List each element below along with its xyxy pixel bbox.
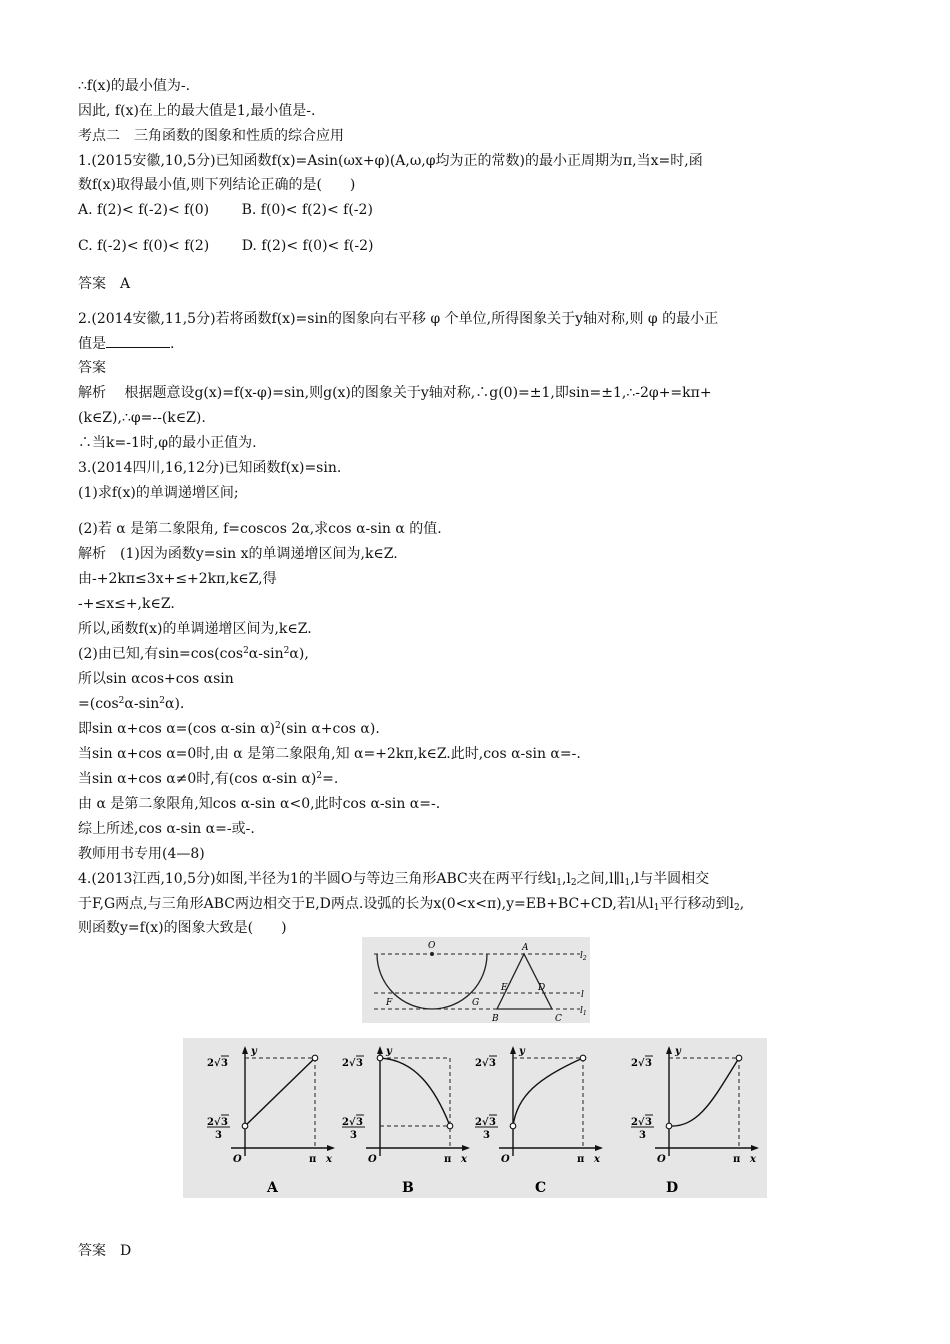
x-arrow-b	[462, 1145, 470, 1151]
text: α),	[289, 646, 309, 662]
subscript: 1	[624, 878, 631, 888]
section-heading: 教师用书专用(4—8)	[78, 846, 205, 862]
endpoint-end-c	[580, 1055, 586, 1061]
text: α-sin	[248, 646, 284, 662]
y-arrow-a	[242, 1046, 248, 1054]
text-line	[78, 335, 174, 353]
text-line	[78, 645, 309, 663]
text: =(cos	[78, 696, 119, 712]
tick-top-radicand-d: 3	[645, 1058, 652, 1069]
y-arrow-c	[510, 1046, 516, 1054]
options-svg	[183, 1038, 767, 1198]
superscript: 2	[283, 646, 290, 656]
label-o: O	[428, 941, 436, 951]
tick-low-den-a: 3	[215, 1130, 222, 1141]
text: (sin α+cos α).	[280, 721, 380, 737]
superscript: 2	[159, 696, 165, 706]
answer-blank	[106, 335, 170, 348]
text-line: ∴f(x)的最小值为-.	[78, 78, 191, 94]
text: 4.(2013江西,10,5分)如图,半径为1的半圆O与等边三角形ABC夹在两平行线l	[78, 871, 557, 887]
option-label-d: D	[666, 1180, 679, 1196]
tick-top-radical-a: √	[214, 1058, 221, 1069]
x-arrow-d	[751, 1145, 759, 1151]
text-line: (2)若 α 是第二象限角, f=coscos 2α,求cos α-sin α 的值.	[78, 521, 442, 537]
label-l1: $l_1$	[580, 1006, 587, 1017]
tick-low-radicand-c: 3	[489, 1117, 496, 1128]
text-line: 综上所述,cos α-sin α=-或-.	[78, 821, 255, 837]
text-line: 由 α 是第二象限角,知cos α-sin α<0,此时cos α-sin α=-.	[78, 796, 441, 812]
curve-d	[669, 1058, 739, 1126]
label-g: G	[472, 998, 480, 1008]
x-arrow-a	[327, 1145, 335, 1151]
curve-a	[245, 1058, 315, 1126]
pi-label-b: π	[444, 1154, 452, 1165]
label-a: A	[522, 943, 529, 953]
y-label-d: y	[675, 1046, 681, 1057]
y-label-b: y	[386, 1046, 392, 1057]
tick-top-radicand-b: 3	[356, 1058, 363, 1069]
tick-low-radicand-b: 3	[356, 1117, 363, 1128]
tick-low-num-b: 2	[342, 1117, 349, 1128]
label-f: F	[386, 998, 393, 1008]
text-line: 则函数y=f(x)的图象大致是( )	[78, 920, 287, 936]
triangle-abc	[497, 954, 552, 1009]
tick-top-num-d: 2	[631, 1058, 638, 1069]
y-arrow-b	[377, 1046, 383, 1054]
superscript: 2	[243, 646, 249, 656]
label-e: E	[501, 983, 508, 993]
answer-line: 答案 A	[78, 276, 131, 292]
option-label-b: B	[402, 1180, 414, 1196]
x-arrow-c	[595, 1145, 603, 1151]
option-label-a: A	[267, 1180, 278, 1196]
tick-low-radicand-a: 3	[221, 1117, 228, 1128]
y-arrow-d	[666, 1046, 672, 1054]
question-4	[78, 870, 709, 888]
section-heading: 考点二 三角函数的图象和性质的综合应用	[78, 128, 344, 144]
tick-top-radical-c: √	[482, 1058, 489, 1069]
origin-label-d: O	[657, 1154, 666, 1165]
text: 平行移动到l	[659, 896, 734, 912]
text: ,l	[561, 871, 571, 887]
endpoint-start-d	[666, 1123, 672, 1129]
origin-label-b: O	[368, 1154, 377, 1165]
text-line	[78, 695, 184, 713]
choice-line: A. f(2)< f(-2)< f(0) B. f(0)< f(2)< f(-2)	[78, 202, 373, 218]
tick-top-num-b: 2	[342, 1058, 349, 1069]
tick-top-radicand-a: 3	[221, 1058, 228, 1069]
origin-label-c: O	[501, 1154, 510, 1165]
subscript: 1	[653, 903, 660, 913]
text-line: ∴当k=-1时,φ的最小正值为.	[78, 435, 257, 451]
subscript: 1	[556, 878, 562, 888]
text-line: 解析 (1)因为函数y=sin x的单调递增区间为,k∈Z.	[78, 546, 398, 562]
curve-b	[380, 1058, 450, 1126]
text-line: 所以,函数f(x)的单调递增区间为,k∈Z.	[78, 621, 312, 637]
tick-top-radical-b: √	[349, 1058, 356, 1069]
subscript: 2	[734, 903, 740, 913]
text: 值是	[78, 336, 106, 352]
tick-low-num-a: 2	[207, 1117, 214, 1128]
text: 即sin α+cos α=(cos α-sin α)	[78, 721, 275, 737]
text: (2)由已知,有sin=cos(cos	[78, 646, 244, 662]
endpoint-start-a	[242, 1123, 248, 1129]
origin-label-a: O	[233, 1154, 242, 1165]
question-1: 1.(2015安徽,10,5分)已知函数f(x)=Asin(ωx+φ)(A,ω,φ均为正的常数)的最小正周期为π,当x=时,函	[78, 153, 703, 169]
label-l: l	[581, 990, 584, 1000]
text-line: 解析 根据题意设g(x)=f(x-φ)=sin,则g(x)的图象关于y轴对称,∴g(0)=±1,即sin=±1,∴-2φ+=kπ+	[78, 385, 712, 401]
option-label-c: C	[535, 1180, 547, 1196]
pi-label-d: π	[733, 1154, 741, 1165]
tick-top-radical-d: √	[638, 1058, 645, 1069]
text-line: -+≤x≤+,k∈Z.	[78, 596, 175, 612]
geometry-svg	[362, 937, 590, 1023]
label-l2: $l_2$	[580, 951, 587, 962]
curve-c	[513, 1058, 583, 1126]
label-d: D	[538, 983, 546, 993]
pi-label-a: π	[309, 1154, 317, 1165]
x-label-c: x	[594, 1154, 600, 1165]
endpoint-start-b	[377, 1055, 383, 1061]
y-label-a: y	[251, 1046, 257, 1057]
endpoint-end-d	[736, 1055, 742, 1061]
superscript: 2	[118, 696, 125, 706]
center-point-o	[430, 952, 434, 956]
tick-low-den-d: 3	[639, 1130, 646, 1141]
text: ,l与半圆相交	[630, 871, 710, 887]
text: 之间,l∥l	[576, 871, 625, 887]
options-figure	[183, 1038, 767, 1198]
text-line: 所以sin αcos+cos αsin	[78, 671, 234, 687]
tick-top-radicand-c: 3	[489, 1058, 496, 1069]
tick-low-radical-b: √	[349, 1117, 356, 1128]
text-line: 当sin α+cos α=0时,由 α 是第二象限角,知 α=+2kπ,k∈Z.此时,cos α-sin α=-.	[78, 746, 581, 762]
text: =.	[322, 771, 339, 787]
text-line: 因此, f(x)在上的最大值是1,最小值是-.	[78, 103, 316, 119]
superscript: 2	[316, 771, 323, 781]
endpoint-end-b	[447, 1123, 453, 1129]
text-line: 数f(x)取得最小值,则下列结论正确的是( )	[78, 177, 356, 193]
text-line	[78, 770, 338, 788]
question-3: 3.(2014四川,16,12分)已知函数f(x)=sin.	[78, 460, 342, 476]
endpoint-start-c	[510, 1123, 516, 1129]
endpoint-end-a	[312, 1055, 318, 1061]
text: .	[170, 336, 175, 352]
pi-label-c: π	[577, 1154, 585, 1165]
answer-line: 答案	[78, 360, 106, 376]
tick-low-radical-c: √	[482, 1117, 489, 1128]
text-line	[78, 895, 744, 913]
x-label-d: x	[750, 1154, 756, 1165]
text: 当sin α+cos α≠0时,有(cos α-sin α)	[78, 771, 317, 787]
tick-low-num-d: 2	[631, 1117, 638, 1128]
tick-low-radicand-d: 3	[645, 1117, 652, 1128]
y-label-c: y	[519, 1046, 525, 1057]
text-line: 由-+2kπ≤3x+≤+2kπ,k∈Z,得	[78, 571, 277, 587]
x-label-a: x	[326, 1154, 332, 1165]
text-line: (1)求f(x)的单调递增区间;	[78, 485, 239, 501]
text: α-sin	[124, 696, 160, 712]
x-label-b: x	[461, 1154, 467, 1165]
superscript: 2	[275, 721, 281, 731]
tick-low-radical-a: √	[214, 1117, 221, 1128]
choice-line: C. f(-2)< f(0)< f(2) D. f(2)< f(0)< f(-2)	[78, 238, 374, 254]
text-line: (k∈Z),∴φ=--(k∈Z).	[78, 410, 206, 426]
question-2: 2.(2014安徽,11,5分)若将函数f(x)=sin的图象向右平移 φ 个单位,所得图象关于y轴对称,则 φ 的最小正	[78, 311, 719, 327]
text: ,	[739, 896, 745, 912]
answer-line: 答案 D	[78, 1243, 132, 1259]
label-c: C	[555, 1014, 562, 1023]
subscript: 2	[570, 878, 577, 888]
geometry-figure	[362, 937, 590, 1023]
tick-top-num-a: 2	[207, 1058, 214, 1069]
semicircle	[377, 954, 487, 1009]
label-b: B	[492, 1014, 499, 1023]
tick-top-num-c: 2	[475, 1058, 482, 1069]
tick-low-num-c: 2	[475, 1117, 482, 1128]
tick-low-den-c: 3	[483, 1130, 490, 1141]
text-line	[78, 720, 380, 738]
text: α).	[165, 696, 185, 712]
text: 于F,G两点,与三角形ABC两边相交于E,D两点.设弧的长为x(0<x<π),y=EB+BC+CD,若l从l	[78, 896, 654, 912]
tick-low-den-b: 3	[350, 1130, 357, 1141]
tick-low-radical-d: √	[638, 1117, 645, 1128]
